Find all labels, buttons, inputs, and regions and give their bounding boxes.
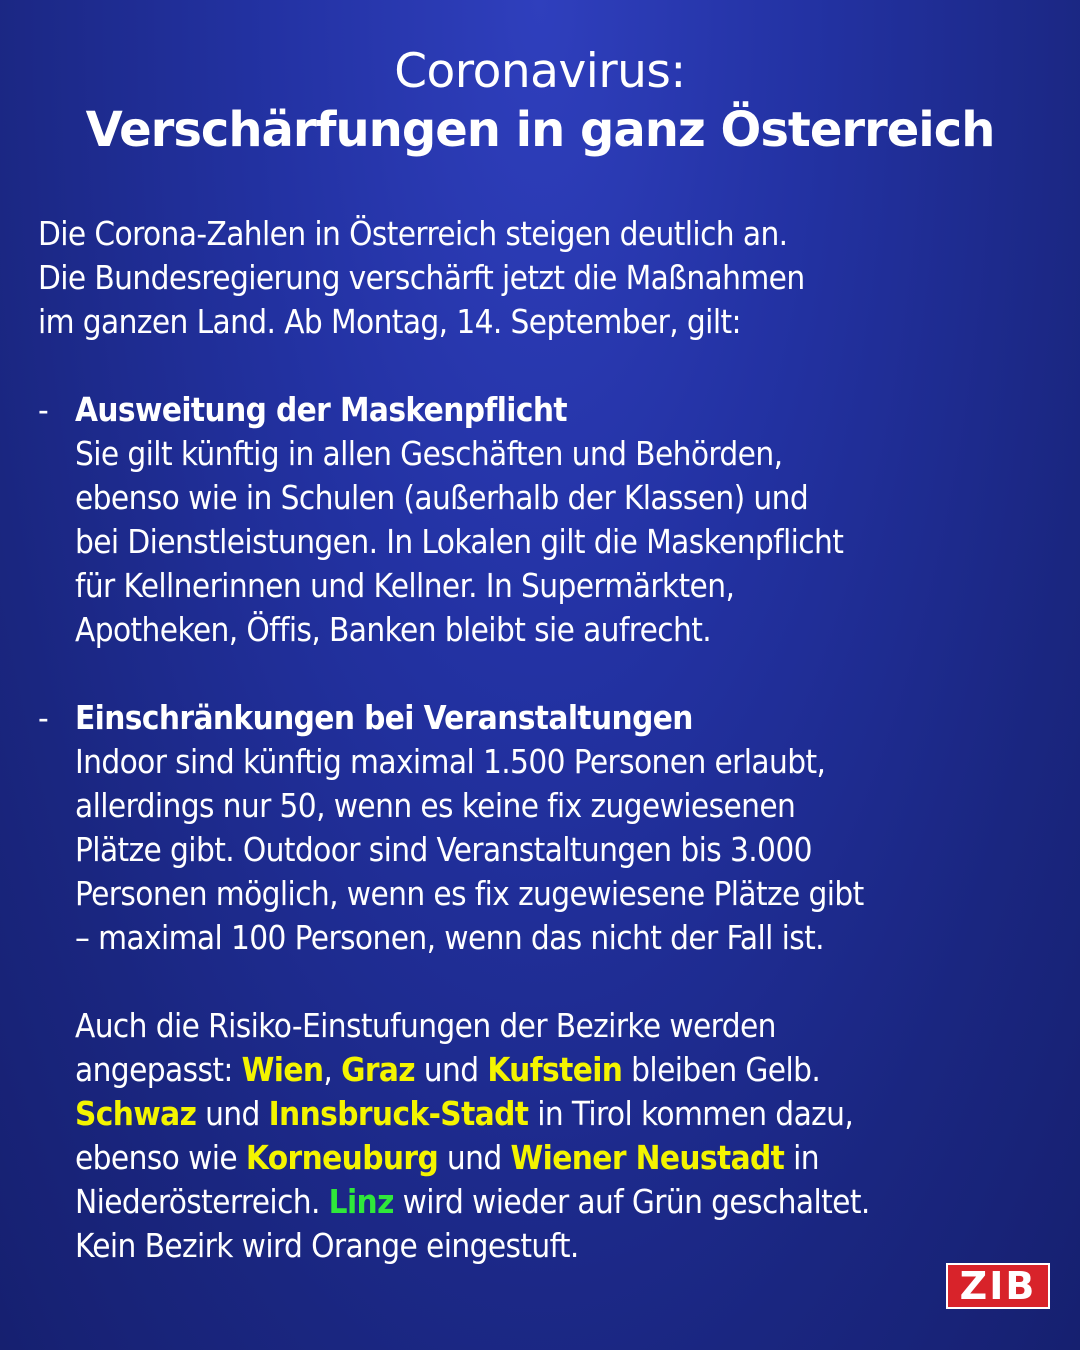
bullet-line: bei Dienstleistungen. In Lokalen gilt die Maskenpflicht xyxy=(75,522,844,561)
district-wien: Wien xyxy=(241,1050,324,1089)
title-line-1: Coronavirus: xyxy=(394,44,686,99)
article-body xyxy=(38,212,1048,1268)
closing-line: Schwaz und Innsbruck-Stadt in Tirol kommen dazu, xyxy=(75,1094,854,1133)
page-title xyxy=(0,44,1080,160)
closing-paragraph xyxy=(38,1004,1048,1268)
bullet-line: für Kellnerinnen und Kellner. In Supermärkten, xyxy=(75,566,735,605)
bullet-title: Einschränkungen bei Veranstaltungen xyxy=(75,698,693,737)
bullet-line: Apotheken, Öffis, Banken bleibt sie aufrecht. xyxy=(75,610,712,649)
closing-line: Kein Bezirk wird Orange eingestuft. xyxy=(75,1226,579,1265)
zib-logo: ZIB xyxy=(946,1263,1050,1309)
district-innsbruck-stadt: Innsbruck-Stadt xyxy=(268,1094,529,1133)
bullet-line: allerdings nur 50, wenn es keine fix zugewiesenen xyxy=(75,786,796,825)
closing-line: angepasst: Wien, Graz und Kufstein bleiben Gelb. xyxy=(75,1050,821,1089)
bullet-line: Sie gilt künftig in allen Geschäften und Behörden, xyxy=(75,434,783,473)
district-korneuburg: Korneuburg xyxy=(245,1138,439,1177)
bullet-dash: - xyxy=(38,698,49,737)
bullet-dash: - xyxy=(38,390,49,429)
bullet-event-restrictions xyxy=(38,696,1048,960)
closing-line: Auch die Risiko-Einstufungen der Bezirke werden xyxy=(75,1006,776,1045)
bullet-line: Personen möglich, wenn es fix zugewiesene Plätze gibt xyxy=(75,874,864,913)
intro-line: Die Bundesregierung verschärft jetzt die Maßnahmen xyxy=(38,258,805,297)
district-linz: Linz xyxy=(328,1182,394,1221)
bullet-line: Indoor sind künftig maximal 1.500 Personen erlaubt, xyxy=(75,742,826,781)
district-graz: Graz xyxy=(341,1050,415,1089)
title-line-2: Verschärfungen in ganz Österreich xyxy=(85,102,995,158)
bullet-title: Ausweitung der Maskenpflicht xyxy=(75,390,567,429)
intro-line: Die Corona-Zahlen in Österreich steigen deutlich an. xyxy=(38,214,788,253)
district-wiener-neustadt: Wiener Neustadt xyxy=(510,1138,785,1177)
bullet-line: ebenso wie in Schulen (außerhalb der Klassen) und xyxy=(75,478,809,517)
closing-line: ebenso wie Korneuburg und Wiener Neustadt in xyxy=(75,1138,819,1177)
intro-paragraph xyxy=(38,212,1048,344)
bullet-mask-mandate xyxy=(38,388,1048,652)
intro-line: im ganzen Land. Ab Montag, 14. September, gilt: xyxy=(38,302,741,341)
closing-line: Niederösterreich. Linz wird wieder auf Grün geschaltet. xyxy=(75,1182,870,1221)
bullet-line: – maximal 100 Personen, wenn das nicht der Fall ist. xyxy=(75,918,824,957)
bullet-line: Plätze gibt. Outdoor sind Veranstaltungen bis 3.000 xyxy=(75,830,812,869)
district-schwaz: Schwaz xyxy=(75,1094,197,1133)
district-kufstein: Kufstein xyxy=(487,1050,623,1089)
